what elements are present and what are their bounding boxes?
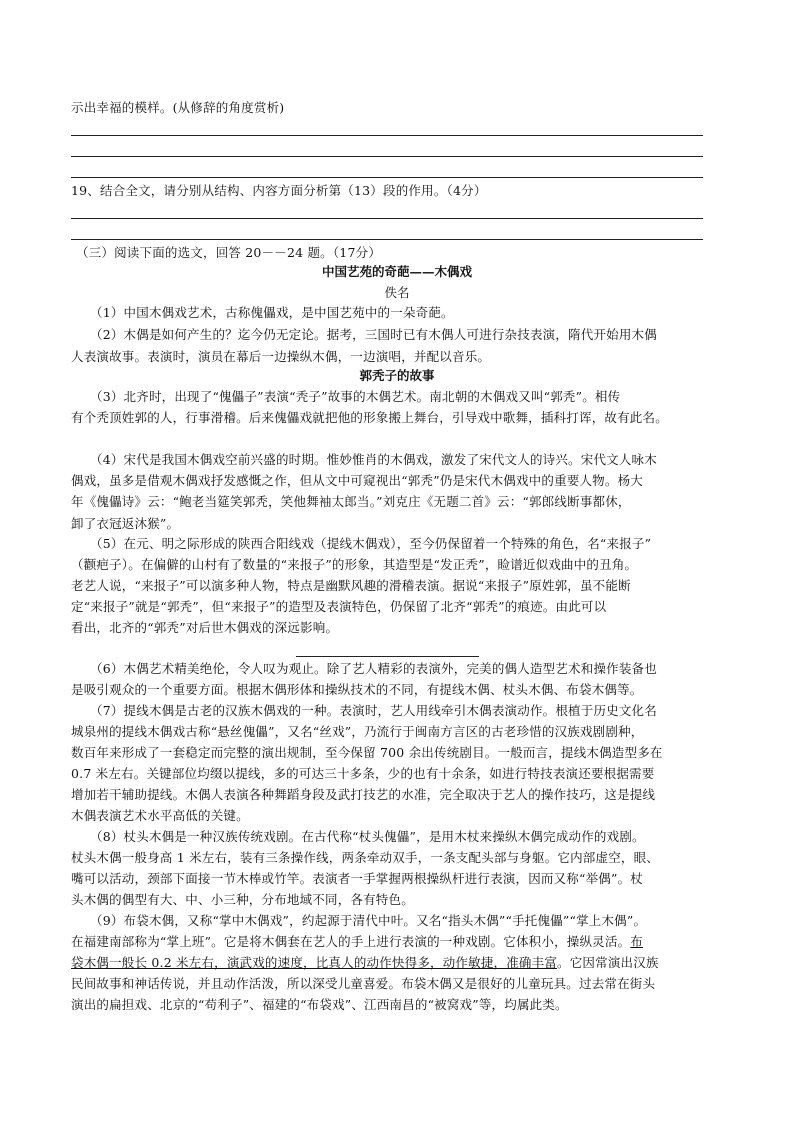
underlined-text: 布: [630, 934, 643, 949]
paragraph-7-line: 木偶表演艺术水平高低的关键。: [71, 808, 249, 823]
article-author: 佚名: [384, 285, 410, 300]
paragraph-9-line: 演出的扁担戏、北京的“苟利子”、福建的“布袋戏”、江西南昌的“被窝戏”等，均属此类。: [71, 997, 568, 1012]
paragraph-8-line: 头木偶的偶型有大、中、小三种，分布地域不同，各有特色。: [71, 892, 414, 907]
paragraph-1: （1）中国木偶戏艺术，古称傀儡戏，是中国艺苑中的一朵奇葩。: [90, 305, 454, 320]
section-3-intro: （三）阅读下面的选文，回答 20－－24 题。（17分）: [76, 245, 382, 260]
answer-line[interactable]: [71, 239, 703, 240]
paragraph-9-line: （9）布袋木偶，又称“掌中木偶戏”，约起源于清代中叶。又名“指头木偶”“手托傀儡”“掌上木偶”。: [90, 913, 647, 928]
paragraph-4-line: 卸了衣冠返沐猴”。: [71, 516, 180, 531]
answer-line[interactable]: [71, 177, 703, 178]
answer-line[interactable]: [71, 156, 703, 157]
article-subtitle: 郭秃子的故事: [359, 368, 435, 383]
question-19: 19、结合全文，请分别从结构、内容方面分析第（13）段的作用。（4分）: [71, 183, 487, 198]
underlined-text: 袋木偶一般长 0.2 米左右，演武戏的速度，比真人的动作快得多，动作敏捷，准确丰富: [71, 955, 558, 970]
paragraph-3-line: （3）北齐时，出现了“傀儡子”表演“秃子”故事的木偶艺术。南北朝的木偶戏又叫“郭秃”。相传: [90, 389, 621, 404]
paragraph-5-line: （5）在元、明之际形成的陕西合阳线戏（提线木偶戏），至今仍保留着一个特殊的角色，名“来报子”: [90, 536, 652, 551]
paragraph-4-line: 年《傀儡诗》云：“鲍老当筵笑郭秃，笑他舞袖太郎当。”刘克庄《无题二首》云：“郭郎线断事都休，: [71, 494, 631, 509]
paragraph-7-line: （7）提线木偶是古老的汉族木偶戏的一种。表演时，艺人用线牵引木偶表演动作。根植于历史文化名: [90, 703, 657, 718]
paragraph-5-line: 老艺人说，“来报子”可以演多种人物，特点是幽默风趣的滑稽表演。据说“来报子”原姓郭，虽不能断: [71, 578, 631, 593]
paragraph-3-line: 有个秃顶姓郭的人，行事滑稽。后来傀儡戏就把他的形象搬上舞台，引导戏中歌舞，插科打诨，故有此名。: [71, 410, 668, 425]
paragraph-7-line: 数百年来形成了一套稳定而完整的演出规制，至今保留 700 余出传统剧目。一般而言，提线木偶造型多在: [71, 745, 663, 760]
paragraph-9-text: 。它因常演出汉族: [557, 955, 659, 970]
paragraph-5-line: 看出，北齐的“郭秃”对后世木偶戏的深远影响。: [71, 620, 339, 635]
article-title: 中国艺苑的奇葩——木偶戏: [321, 264, 472, 279]
paragraph-7-line: 0.7 米左右。关键部位均缀以提线，多的可达三十多条，少的也有十余条，如进行特技表演还要根据需要: [71, 766, 655, 781]
paragraph-2-line: （2）木偶是如何产生的？迄今仍无定论。据考，三国时已有木偶人可进行杂技表演，隋代开始用木偶: [90, 327, 657, 342]
paragraph-7-line: 城泉州的提线木偶戏古称“悬丝傀儡”，又名“丝戏”，乃流行于闽南方言区的古老珍惜的汉族戏剧剧种，: [71, 724, 644, 739]
paragraph-2-line: 人表演故事。表演时，演员在幕后一边操纵木偶，一边演唱，并配以音乐。: [71, 349, 491, 364]
paragraph-9-line: 民间故事和神话传说，并且动作活泼，所以深受儿童喜爱。布袋木偶又是很好的儿童玩具。过去常在街头: [71, 976, 656, 991]
answer-line[interactable]: [71, 135, 703, 136]
paragraph-4-line: （4）宋代是我国木偶戏空前兴盛的时期。惟妙惟肖的木偶戏，激发了宋代文人的诗兴。宋代文人咏木: [90, 452, 657, 467]
paragraph-8-line: 杖头木偶一般身高 1 米左右，装有三条操作线，两条牵动双手，一条支配头部与身躯。它内部虚空，眼、: [71, 850, 660, 865]
paragraph-8-line: （8）杖头木偶是一种汉族传统戏剧。在古代称“杖头傀儡”，是用木杖来操纵木偶完成动作的戏剧。: [90, 829, 645, 844]
paragraph-8-line: 嘴可以活动，颈部下面接一节木棒或竹竿。表演者一手掌握两根操纵杆进行表演，因而又称“举偶”。杖: [71, 871, 643, 886]
paragraph-6-line: （6）木偶艺术精美绝伦，令人叹为观止。除了艺人精彩的表演外，完美的偶人造型艺术和操作装备也: [90, 661, 657, 676]
paragraph-9-line: [71, 955, 659, 971]
question-18-tail: 示出幸福的模样。(从修辞的角度赏析): [71, 100, 285, 115]
paragraph-9-text: 在福建南部称为“掌上班”。它是将木偶套在艺人的手上进行表演的一种戏剧。它体积小，操纵灵活。: [71, 934, 631, 949]
paragraph-5-line: （颧疤子）。在偏僻的山村有了数量的“来报子”的形象，其造型是“发正秃”，睑谱近似戏曲中的丑角。: [71, 557, 638, 572]
paragraph-5-line: 定“来报子”就是“郭秃”，但“来报子”的造型及表演特色，仍保留了北齐“郭秃”的痕迹。由此可以: [71, 599, 607, 614]
separator-line: [296, 656, 479, 657]
paragraph-7-line: 增加若干辅助提线。木偶人表演各种舞蹈身段及武打技艺的水准，完全取决于艺人的操作技巧，这是提线: [71, 787, 656, 802]
answer-line[interactable]: [71, 218, 703, 219]
paragraph-4-line: 偶戏，虽多是借观木偶戏抒发感慨之作，但从文中可窥视出“郭秃”仍是宋代木偶戏中的重要人物。杨大: [71, 473, 643, 488]
paragraph-9-line: [71, 934, 643, 950]
paragraph-6-line: 是吸引观众的一个重要方面。根据木偶形体和操纵技术的不同，有提线木偶、杖头木偶、布袋木偶等。: [71, 682, 643, 697]
